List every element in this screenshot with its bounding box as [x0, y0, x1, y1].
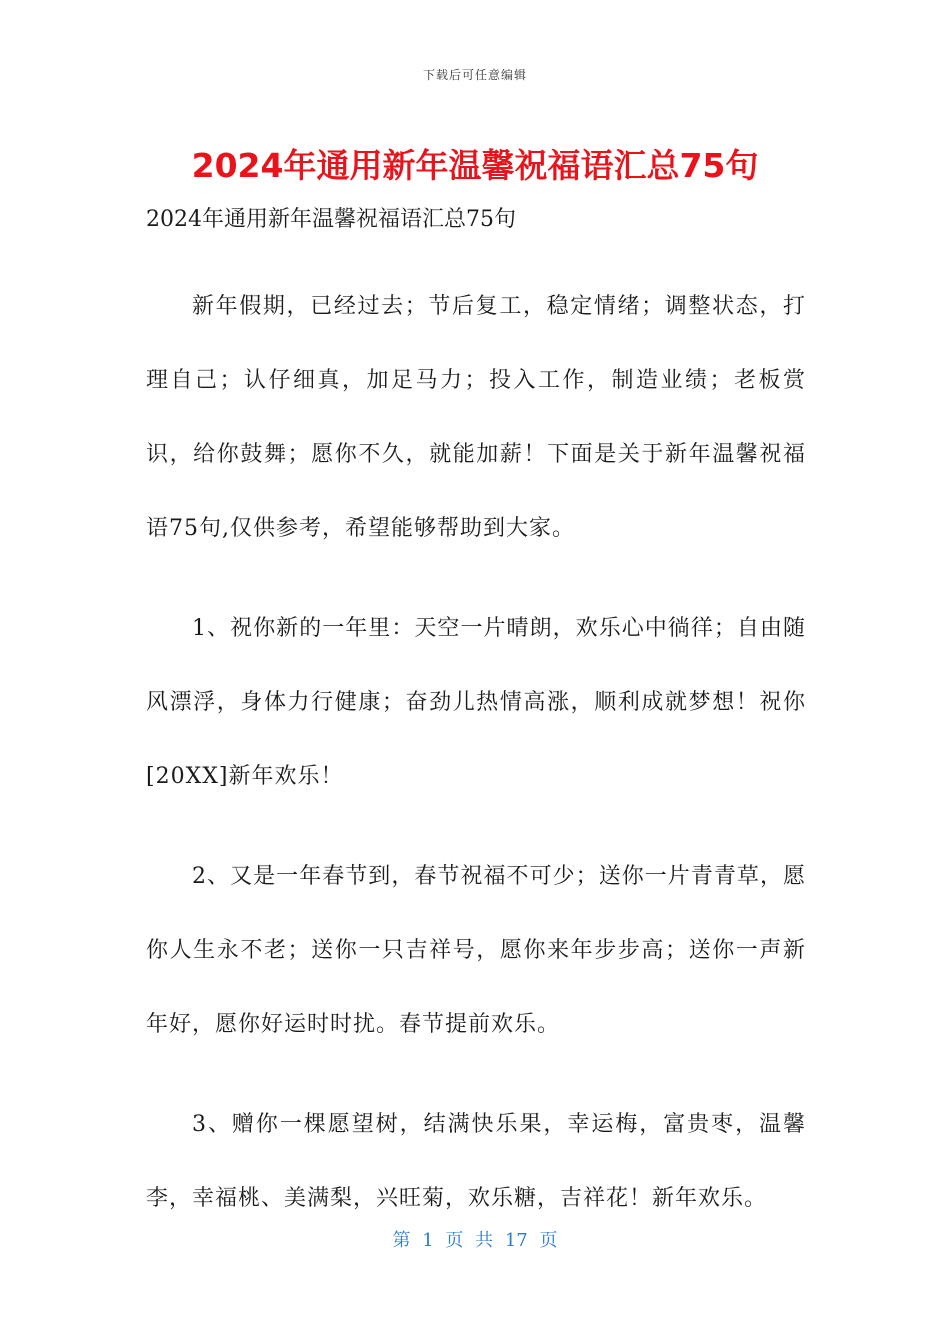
- document-body: [146, 196, 806, 1236]
- wish-paragraph-3: 3、赠你一棵愿望树，结满快乐果，幸运梅，富贵枣，温馨李，幸福桃、美满梨，兴旺菊，欢乐糖，吉祥花！新年欢乐。: [146, 1112, 806, 1211]
- wish-paragraph-2: 2、又是一年春节到，春节祝福不可少；送你一片青青草，愿你人生永不老；送你一只吉祥号，愿你来年步步高；送你一声新年好，愿你好运时时扰。春节提前欢乐。: [146, 864, 806, 1037]
- document-subtitle: 2024年通用新年温馨祝福语汇总75句: [146, 207, 516, 232]
- page-number-footer: 第 1 页 共 17 页: [392, 1230, 558, 1251]
- wish-paragraph-1: 1、祝你新的一年里：天空一片晴朗，欢乐心中徜徉；自由随风漂浮，身体力行健康；奋劲儿热情高涨，顺利成就梦想！祝你[20XX]新年欢乐！: [146, 616, 806, 789]
- document-title: 2024年通用新年温馨祝福语汇总75句: [191, 146, 759, 185]
- intro-paragraph: 新年假期，已经过去；节后复工，稳定情绪；调整状态，打理自己；认仔细真，加足马力；投入工作，制造业绩；老板赏识，给你鼓舞；愿你不久，就能加薪！下面是关于新年温馨祝福语75句,仅供参考，希望能够帮助到大家。: [146, 294, 806, 541]
- header-note: 下载后可任意编辑: [422, 68, 527, 82]
